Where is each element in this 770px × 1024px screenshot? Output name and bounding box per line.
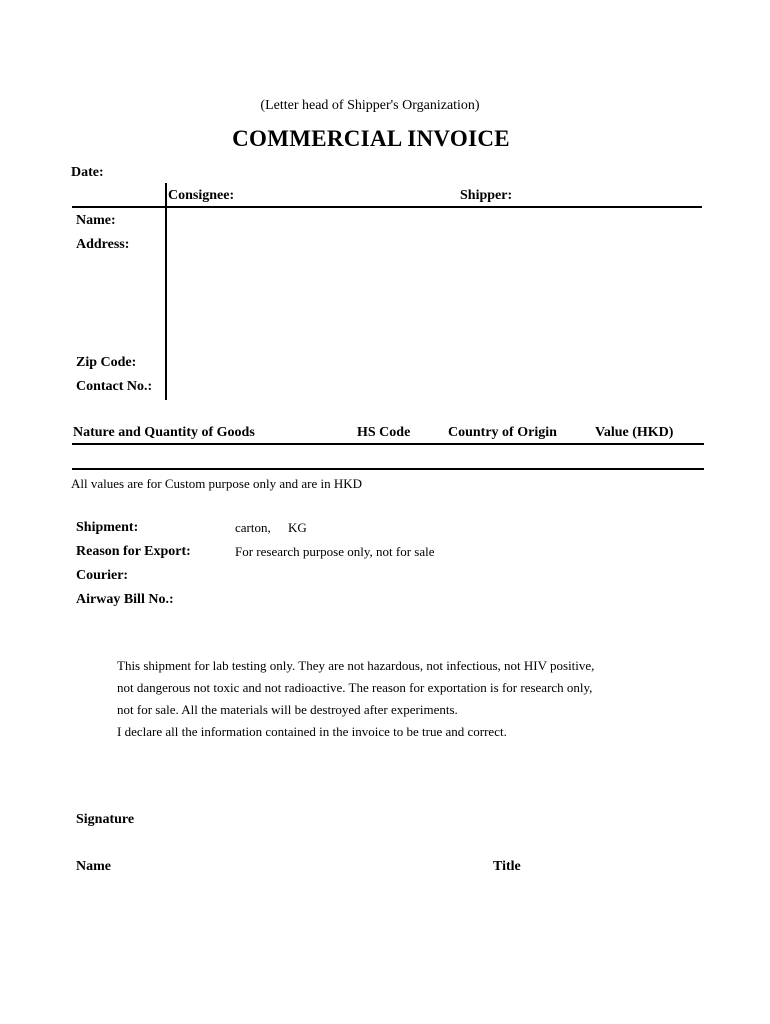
declaration-paragraph (117, 655, 594, 743)
contact-number-label: Contact No.: (76, 379, 153, 394)
goods-header-nature: Nature and Quantity of Goods (73, 425, 255, 440)
goods-header-rule (72, 443, 704, 445)
values-note: All values are for Custom purpose only and are in HKD (71, 476, 362, 491)
letterhead-note: (Letter head of Shipper's Organization) (260, 98, 480, 113)
goods-header-hs-code: HS Code (357, 425, 411, 440)
page-title: COMMERCIAL INVOICE (232, 126, 510, 151)
signer-name-label: Name (76, 859, 111, 874)
reason-for-export-value: For research purpose only, not for sale (235, 544, 435, 559)
declaration-line: I declare all the information contained in the invoice to be true and correct. (117, 724, 507, 739)
shipment-label: Shipment: (76, 520, 139, 535)
name-label: Name: (76, 213, 116, 228)
party-header-rule (72, 206, 702, 208)
party-divider-vertical (165, 183, 167, 400)
shipper-label: Shipper: (460, 188, 513, 203)
courier-label: Courier: (76, 568, 129, 583)
declaration-line: not for sale. All the materials will be destroyed after experiments. (117, 702, 458, 717)
declaration-line: This shipment for lab testing only. They are not hazardous, not infectious, not HIV positive, (117, 658, 595, 673)
date-label: Date: (71, 165, 104, 180)
zip-code-label: Zip Code: (76, 355, 137, 370)
signer-title-label: Title (493, 859, 521, 874)
airway-bill-label: Airway Bill No.: (76, 592, 174, 607)
declaration-line: not dangerous not toxic and not radioactive. The reason for exportation is for research only, (117, 680, 593, 695)
reason-for-export-label: Reason for Export: (76, 544, 191, 559)
address-label: Address: (76, 237, 130, 252)
shipment-kg-value: KG (288, 520, 307, 535)
goods-header-country: Country of Origin (448, 425, 557, 440)
goods-bottom-rule (72, 468, 704, 470)
consignee-label: Consignee: (168, 188, 235, 203)
shipment-carton-value: carton, (235, 520, 271, 535)
signature-label: Signature (76, 812, 135, 827)
goods-header-value: Value (HKD) (595, 425, 674, 440)
